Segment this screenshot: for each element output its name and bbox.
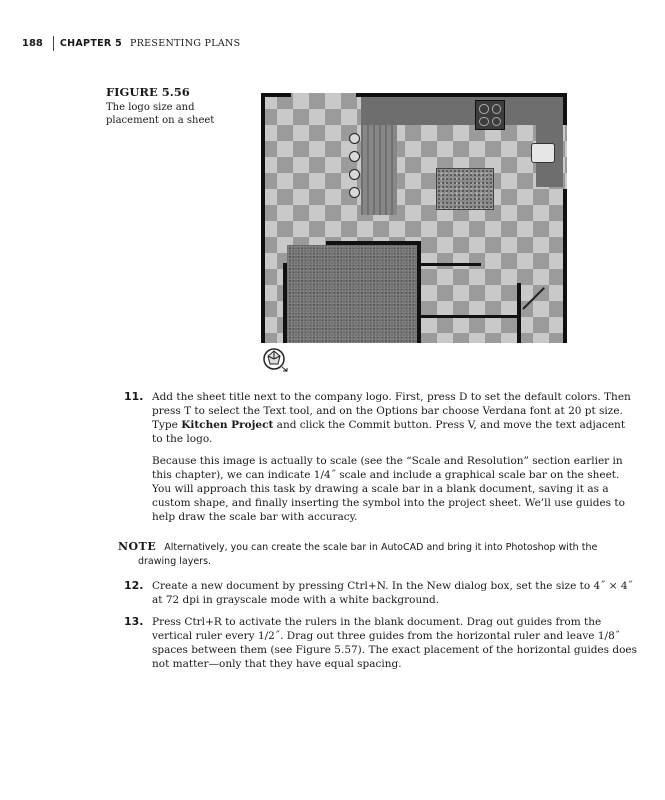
step-bold-text: Kitchen Project [181, 419, 274, 431]
kitchen-floor-plan-image [261, 93, 567, 343]
step-11 [124, 390, 637, 446]
step-text: Press Ctrl+R to activate the rulers in the blank document. Drag out guides from the vertical ruler every 1/2˝. Drag out three guides from the horizontal ruler and leave 1/8˝ spaces between them (see Figure 5.57). The exact placement of the horizontal guides does not matter—only that they have equal spacing. [152, 616, 638, 670]
note-text-cont: drawing layers. [138, 556, 212, 567]
figure-label: FIGURE 5.56 [106, 85, 190, 99]
step-12 [124, 579, 637, 607]
note [118, 540, 637, 569]
step-text: Add the sheet title next to the company logo. First, press D to set the default colors. Then press T to select the Text tool, and on the Options bar choose Verdana font at 20 pt size. Type [152, 391, 631, 431]
step-text-cont: and click the Commit button. Press V, and move the text adjacent to the logo. [152, 419, 626, 445]
figure-caption-text: The logo size and placement on a sheet [106, 102, 215, 126]
running-header [22, 36, 240, 51]
compass-logo-icon [262, 347, 288, 373]
step-number: 11. [124, 390, 144, 403]
step-number: 12. [124, 579, 144, 592]
figure-caption [106, 86, 236, 127]
header-divider [53, 36, 54, 51]
paragraph: Because this image is actually to scale (see the “Scale and Resolution” section earlier in this chapter), we can indicate 1/4˝ scale and include a graphical scale bar on the sheet. You will approach this task by drawing a scale bar in a blank document, saving it as a custom shape, and finally inserting the symbol into the project sheet. We’ll use guides to help draw the scale bar with accuracy. [152, 455, 625, 523]
note-text: Alternatively, you can create the scale bar in AutoCAD and bring it into Photoshop with the [164, 542, 598, 553]
chapter-label: CHAPTER 5 [59, 38, 123, 49]
step-text: Create a new document by pressing Ctrl+N. In the New dialog box, set the size to 4˝ × 4˝ at 72 dpi in grayscale mode with a white background. [152, 580, 633, 606]
note-label: NOTE [118, 540, 157, 553]
section-title: PRESENTING PLANS [130, 38, 241, 49]
step-13 [124, 615, 638, 671]
body-text [118, 390, 638, 679]
page-number: 188 [22, 38, 43, 49]
step-number: 13. [124, 615, 144, 628]
